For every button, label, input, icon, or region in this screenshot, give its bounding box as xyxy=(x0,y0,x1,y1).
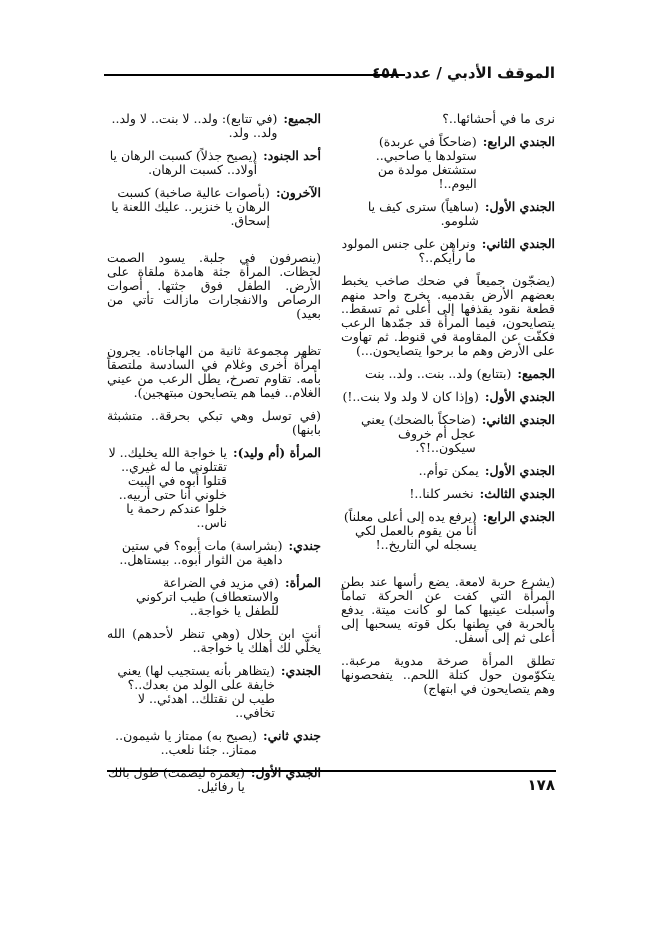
speech-text: (يغمزه ليصمت) طول بالك يا رفائيل. xyxy=(107,765,245,794)
dialogue-line xyxy=(107,446,321,530)
page-header xyxy=(104,64,555,88)
speech-text: (وإذا كان لا ولد ولا بنت..!) xyxy=(342,389,479,404)
dialogue-line xyxy=(341,464,555,478)
speech-text: (ساهياً) سترى كيف يا شلومو. xyxy=(367,199,479,228)
speaker-name: الجندي الثاني: xyxy=(481,236,555,251)
dialogue-line xyxy=(107,149,321,177)
paragraph-gap xyxy=(107,237,321,251)
stage-direction: تظهر مجموعة ثانية من الهاجاناه. يجرون امرأة أخرى وغلام في السادسة ملتصقاً بأمه. تقاوم تصرخ، يطل الرعب من عيني الغلام.. فيما هم يتصايحون مبتهجين). xyxy=(107,343,321,400)
stage-direction: أنت ابن حلال (وهي تنظر لأحدهم) الله يخلّي لك أهلك يا خواجة.. xyxy=(107,626,321,655)
speech-text: (يصيح جذلاً) كسبت الرهان يا أولاد.. كسبت الرهان. xyxy=(109,148,258,177)
paragraph-gap xyxy=(341,561,555,575)
stage-direction: (ينصرفون في جلبة. يسود الصمت لحظات. المرأة جثة هامدة ملقاة على الأرض. الطفل فوق جثتها. أصوات الرصاص والانفجارات مازالت تأتي من بعيد) xyxy=(107,250,321,321)
dialogue-line xyxy=(341,135,555,191)
stage-direction: (يضجّون جميعاً في ضحك صاخب يخبط بعضهم الأرض بقدميه. يخرج واحد منهم قطعة نقود يقذفها إلى أعلى ثم تسقط.. يتصايحون، فيما المرأة قد جمّدها الرعب فكفّت عن المقاومة في قنوط. ثم تهاوت على الأرض وهم ما برحوا يتصايحون...) xyxy=(341,273,555,358)
dialogue-line xyxy=(107,539,321,567)
dialogue-line xyxy=(341,200,555,228)
speaker-name: المرأة (أم وليد): xyxy=(233,445,321,460)
speech-text: يا خواجة الله يخليك.. لا تقتلوني ما له غيري.. قتلوا أبوه في البيت خلوني أنا حتى أربيه.. خلوا عندكم رحمة يا ناس.. xyxy=(108,445,228,530)
speech-text: (يرفع يده إلى أعلى معلناً) أنا من يقوم بالعمل لكي يسجله لي التاريخ..! xyxy=(343,509,477,552)
stage-direction: (في توسل وهي تبكي بحرقة.. متشبثة بابنها) xyxy=(107,408,321,437)
header-rule xyxy=(104,74,405,76)
dialogue-line xyxy=(107,576,321,618)
dialogue-line xyxy=(107,186,321,228)
left-column xyxy=(107,112,321,803)
speech-text: (يتظاهر بأنه يستجيب لها) يعني خايفة على الولد من بعدك..؟ طيب لن نقتلك.. اهدئي.. لا تخافي.. xyxy=(117,663,275,720)
speaker-name: الجندي الثالث: xyxy=(479,486,555,501)
dialogue-line xyxy=(341,390,555,404)
speaker-name: الجندي الرابع: xyxy=(482,509,555,524)
speaker-name: أحد الجنود: xyxy=(263,148,321,163)
dialogue-line xyxy=(341,487,555,501)
paragraph-gap xyxy=(107,330,321,344)
stage-direction: (يشرع حربة لامعة. يضع رأسها عند بطن المرأة التي كفت عن الحركة تماماً وأسبلت عينيها كما لو كانت ميتة. يدفع بالحربة في بطنها بكل قوته يسحبها إلى أعلى ثم إلى أسفل. xyxy=(341,574,555,645)
speaker-name: جندي ثاني: xyxy=(263,728,321,743)
stage-direction: نرى ما في أحشائها..؟ xyxy=(442,111,555,126)
speech-text: (يصيح به) ممتاز يا شيمون.. ممتاز.. جئنا نلعب.. xyxy=(115,728,257,757)
speech-text: (بأصوات عالية صاخبة) كسبت الرهان يا خنزير.. عليك اللعنة يا إسحاق. xyxy=(111,185,270,228)
running-header-title: الموقف الأدبي / عدد ٤٥٨ xyxy=(371,64,555,82)
speech-text: يمكن توأم.. xyxy=(418,463,479,478)
right-column xyxy=(341,112,555,705)
dialogue-line xyxy=(341,413,555,455)
speaker-name: الآخرون: xyxy=(275,185,321,200)
speech-text: ونراهن على جنس المولود ما رأيكم..؟ xyxy=(341,236,476,265)
speech-text: (في مزيد في الضراعة والاستعطاف) طيب اتركوني للطفل يا خواجة.. xyxy=(136,575,279,618)
speaker-name: الجميع: xyxy=(517,366,555,381)
speaker-name: الجندي الثاني: xyxy=(481,412,555,427)
speaker-name: المرأة: xyxy=(284,575,321,590)
speech-text: (ضاحكاً بالضحك) يعني عجل أم خروف سيكون..!؟. xyxy=(360,412,476,455)
speaker-name: الجندي الأول: xyxy=(484,389,555,404)
dialogue-line xyxy=(341,367,555,381)
speech-text: (في تتابع): ولد.. لا بنت.. لا ولد.. ولد.. ولد. xyxy=(111,111,278,140)
speaker-name: الجندي الأول: xyxy=(484,199,555,214)
speech-text: نخسر كلنا..! xyxy=(409,486,474,501)
page-number: ١٧٨ xyxy=(527,776,555,794)
speaker-name: الجندي: xyxy=(280,663,321,678)
dialogue-line xyxy=(107,664,321,720)
dialogue-line xyxy=(107,729,321,757)
dialogue-line xyxy=(341,237,555,265)
speaker-name: الجندي الرابع: xyxy=(482,134,555,149)
speech-text: (ضاحكاً في عربدة) ستولدها يا صاحبي.. ستشتغل مولدة من اليوم..! xyxy=(375,134,477,191)
footer-rule xyxy=(107,770,556,772)
speaker-name: الجندي الأول: xyxy=(250,765,321,780)
speech-text: (بشراسة) مات أبوه؟ في ستين داهية من الثوار أبوه.. بيستاهل.. xyxy=(119,538,283,567)
speaker-name: جندي: xyxy=(288,538,321,553)
speaker-name: الجميع: xyxy=(283,111,321,126)
speech-text: (بتتابع) ولد.. بنت.. ولد.. بنت xyxy=(365,366,512,381)
stage-direction: تطلق المرأة صرخة مدوية مرعبة.. يتكوّمون حول كتلة اللحم.. يتفحصونها وهم يتصايحون في ابتهاج) xyxy=(341,653,555,696)
dialogue-line xyxy=(341,510,555,552)
speaker-name: الجندي الأول: xyxy=(484,463,555,478)
dialogue-line xyxy=(107,112,321,140)
